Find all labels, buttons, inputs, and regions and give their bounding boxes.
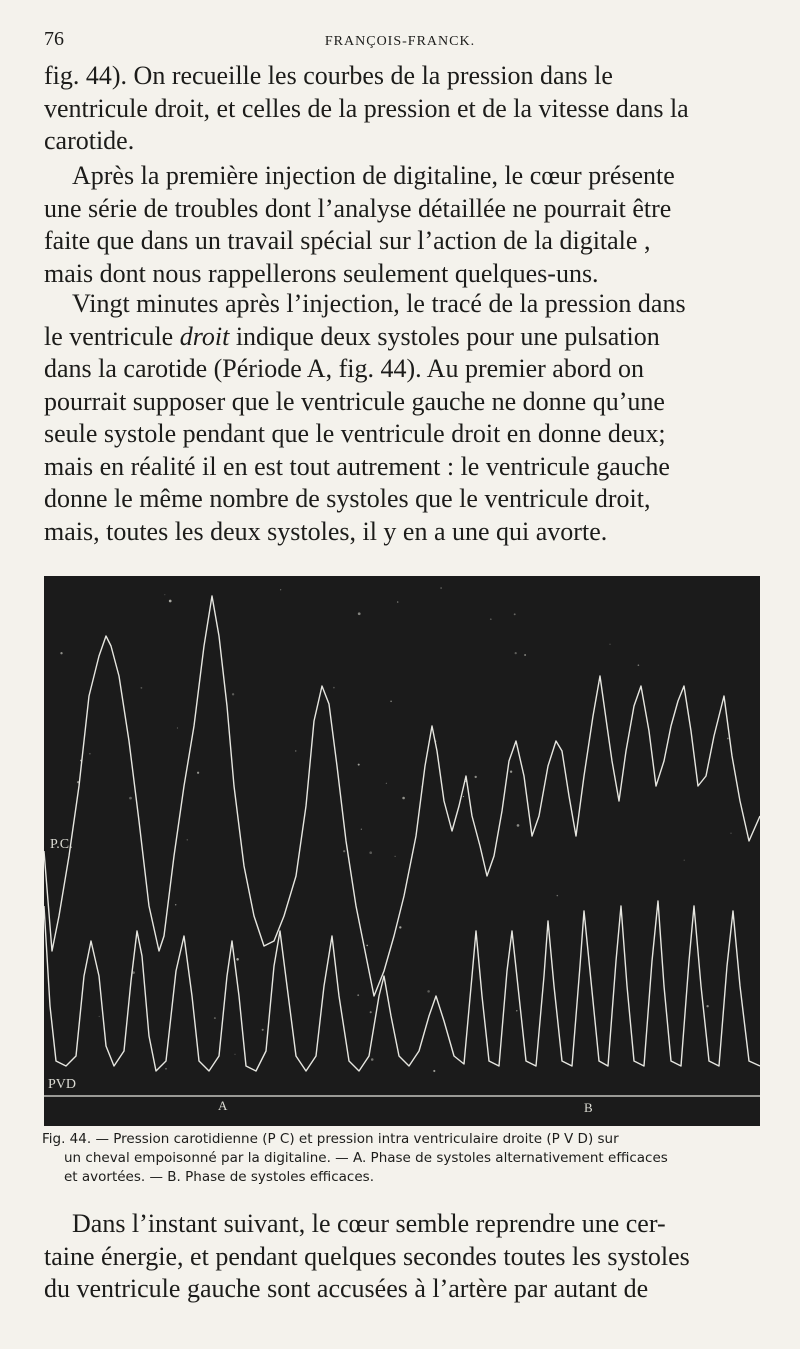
film-speck bbox=[427, 990, 430, 993]
film-speck bbox=[524, 654, 526, 656]
film-speck bbox=[510, 771, 512, 773]
phase-b-label: B bbox=[584, 1100, 593, 1115]
text-line: donne le même nombre de systoles que le ventricule droit, bbox=[44, 484, 651, 513]
text-line: dans la carotide (Période A, fig. 44). Au premier abord on bbox=[44, 354, 644, 383]
text-line: taine énergie, et pendant quelques secondes toutes les systoles bbox=[44, 1241, 690, 1271]
text-line: Dans l’instant suivant, le cœur semble reprendre une cer- bbox=[72, 1209, 666, 1238]
film-speck bbox=[99, 1016, 100, 1017]
film-speck bbox=[516, 1010, 517, 1011]
film-speck bbox=[397, 601, 399, 603]
film-speck bbox=[236, 958, 239, 961]
caption-line: et avortées. — B. Phase de systoles efficaces. bbox=[64, 1169, 374, 1185]
film-speck bbox=[475, 776, 477, 778]
film-speck bbox=[706, 1005, 708, 1007]
film-speck bbox=[402, 797, 405, 800]
film-speck bbox=[609, 644, 610, 645]
text-line: ventricule droit, et celles de la pression et de la vitesse dans la bbox=[44, 93, 689, 123]
text-line: du ventricule gauche sont accusées à l’artère par autant de bbox=[44, 1274, 649, 1303]
caption-line: Fig. 44. — Pression carotidienne (P C) et pression intra ventriculaire droite (P V D) sur bbox=[42, 1131, 619, 1147]
phase-a-label: A bbox=[218, 1098, 228, 1113]
figure-caption bbox=[42, 1130, 760, 1187]
film-speck bbox=[557, 895, 558, 896]
film-speck bbox=[463, 796, 464, 797]
film-speck bbox=[60, 652, 62, 654]
film-speck bbox=[280, 589, 281, 590]
film-speck bbox=[262, 1029, 264, 1031]
film-speck bbox=[490, 618, 492, 620]
running-title: FRANÇOIS-FRANCK. bbox=[324, 34, 476, 49]
text-line: fig. 44). On recueille les courbes de la pression dans le bbox=[44, 61, 613, 90]
figure-44-tracing bbox=[44, 576, 760, 1126]
film-speck bbox=[440, 587, 442, 589]
film-speck bbox=[390, 700, 392, 702]
text-line: pourrait supposer que le ventricule gauche ne donne qu’une bbox=[44, 386, 665, 416]
paragraph-1 bbox=[44, 60, 760, 158]
film-speck bbox=[361, 829, 362, 830]
film-speck bbox=[684, 860, 685, 861]
film-speck bbox=[295, 750, 296, 751]
film-speck bbox=[366, 945, 368, 947]
text-line-with-italic bbox=[44, 321, 760, 354]
page-number: 76 bbox=[44, 28, 64, 50]
paragraph-4 bbox=[44, 1208, 760, 1306]
film-speck bbox=[232, 693, 234, 695]
film-speck bbox=[177, 727, 178, 728]
text-line: faite que dans un travail spécial sur l’action de la digitale , bbox=[44, 226, 651, 255]
text-line: mais en réalité il en est tout autrement : le ventricule gauche bbox=[44, 451, 670, 481]
paragraph-2 bbox=[44, 160, 760, 290]
film-speck bbox=[140, 687, 142, 689]
film-speck bbox=[514, 613, 516, 615]
film-speck bbox=[727, 738, 729, 740]
film-speck bbox=[395, 856, 396, 857]
film-speck bbox=[333, 687, 335, 689]
film-speck bbox=[129, 797, 132, 800]
text-line: Vingt minutes après l’injection, le tracé de la pression dans bbox=[72, 289, 686, 318]
film-speck bbox=[357, 994, 359, 996]
text-line: une série de troubles dont l’analyse détaillée ne pourrait être bbox=[44, 193, 672, 223]
film-speck bbox=[369, 851, 372, 854]
running-head bbox=[40, 26, 760, 56]
text-line: seule systole pendant que le ventricule droit en donne deux; bbox=[44, 419, 666, 448]
film-speck bbox=[187, 839, 189, 841]
plate-background bbox=[44, 576, 760, 1126]
film-speck bbox=[399, 926, 401, 928]
film-speck bbox=[433, 1070, 435, 1072]
text-fragment: le ventricule bbox=[44, 321, 174, 351]
italic-word: droit bbox=[179, 321, 230, 351]
film-speck bbox=[515, 652, 517, 654]
film-speck bbox=[234, 1054, 235, 1055]
text-line: carotide. bbox=[44, 126, 135, 155]
film-speck bbox=[730, 833, 731, 834]
film-speck bbox=[343, 850, 345, 852]
film-speck bbox=[386, 783, 387, 784]
pvd-label: PVD bbox=[48, 1077, 77, 1092]
film-speck bbox=[358, 612, 361, 615]
text-line: Après la première injection de digitaline, le cœur présente bbox=[72, 161, 675, 190]
film-speck bbox=[165, 1068, 167, 1070]
text-line: mais, toutes les deux systoles, il y en a une qui avorte. bbox=[44, 516, 608, 546]
film-speck bbox=[169, 600, 172, 603]
film-speck bbox=[164, 594, 165, 595]
film-speck bbox=[214, 1017, 216, 1019]
caption-line: un cheval empoisonné par la digitaline. — A. Phase de systoles alternativement efficaces bbox=[64, 1150, 668, 1166]
film-speck bbox=[370, 1011, 372, 1013]
paragraph-3 bbox=[44, 288, 760, 548]
text-line: mais dont nous rappellerons seulement quelques-uns. bbox=[44, 258, 599, 288]
film-speck bbox=[358, 764, 360, 766]
film-speck bbox=[371, 1058, 374, 1061]
pc-label: P.C. bbox=[50, 837, 73, 852]
film-speck bbox=[197, 772, 199, 774]
film-speck bbox=[89, 753, 90, 754]
film-speck bbox=[638, 664, 640, 666]
film-speck bbox=[517, 824, 520, 827]
tracing-plate bbox=[44, 576, 760, 1126]
film-speck bbox=[175, 904, 176, 905]
text-fragment: indique deux systoles pour une pulsation bbox=[235, 321, 660, 351]
